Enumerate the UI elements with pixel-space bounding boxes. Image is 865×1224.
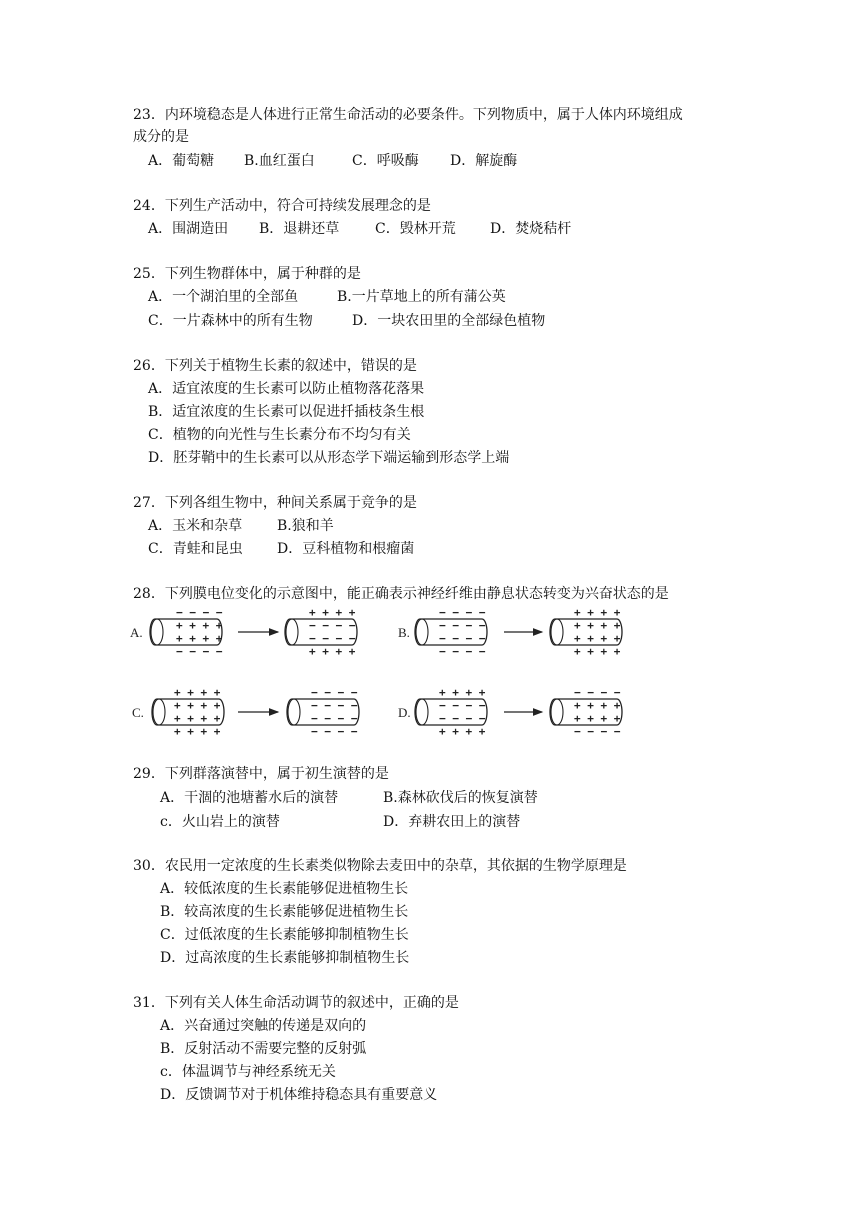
svg-text:− − − −: − − − − (574, 725, 621, 735)
q24-option-d: D．焚烧秸杆 (490, 221, 572, 237)
svg-text:+ + + +: + + + + (174, 686, 221, 699)
svg-text:− − − −: − − − − (439, 606, 486, 619)
q29-option-b: B.森林砍伐后的恢复演替 (383, 790, 538, 806)
q26-option-a: A．适宜浓度的生长素可以防止植物落花落果 (148, 381, 425, 397)
q30-option-b: B．较高浓度的生长素能够促进植物生长 (160, 904, 409, 920)
q27-option-a: A．玉米和杂草 (148, 518, 243, 534)
q26-stem: 26．下列关于植物生长素的叙述中，错误的是 (133, 358, 417, 374)
q23-stem-line2: 成分的是 (133, 129, 189, 145)
q30-option-a: A．较低浓度的生长素能够促进植物生长 (160, 881, 409, 897)
svg-text:− − − −: − − − − (439, 699, 486, 712)
svg-text:+ + + +: + + + + (439, 725, 486, 735)
q30-option-c: C．过低浓度的生长素能够抑制植物生长 (160, 927, 409, 943)
q25-stem: 25．下列生物群体中，属于种群的是 (133, 266, 361, 282)
q25-option-a: A．一个湖泊里的全部鱼 (148, 289, 299, 305)
fig-label-c: C. (132, 705, 144, 720)
q23-option-a: A．葡萄糖 (148, 153, 215, 169)
q25-option-c: C．一片森林中的所有生物 (148, 313, 313, 329)
q30-stem: 30．农民用一定浓度的生长素类似物除去麦田中的杂草，其依据的生物学原理是 (133, 858, 627, 874)
svg-text:− − − −: − − − − (311, 686, 358, 699)
svg-text:− − − −: − − − − (309, 619, 356, 632)
q31-option-d: D．反馈调节对于机体维持稳态具有重要意义 (160, 1087, 438, 1103)
fig-b-before (415, 606, 487, 658)
fig-label-a: A. (130, 625, 143, 640)
fig-d-before (415, 686, 487, 735)
svg-text:− − − −: − − − − (439, 619, 486, 632)
svg-text:− − − −: − − − − (574, 686, 621, 699)
q31-option-c: c．体温调节与神经系统无关 (160, 1064, 336, 1080)
svg-text:− − − −: − − − − (439, 712, 486, 725)
svg-text:+ + + +: + + + + (309, 645, 356, 658)
q24-option-a: A．围湖造田 (148, 221, 229, 237)
svg-text:+ + + +: + + + + (574, 606, 621, 619)
q24-option-c: C．毁林开荒 (375, 221, 456, 237)
q24-option-b: B．退耕还草 (259, 221, 340, 237)
svg-text:+ + + +: + + + + (574, 699, 621, 712)
svg-text:+ + + +: + + + + (176, 619, 223, 632)
q23-stem-line1: 23．内环境稳态是人体进行正常生命活动的必要条件。下列物质中，属于人体内环境组成 (133, 107, 683, 123)
q29-option-a: A．干涸的池塘蓄水后的演替 (160, 790, 339, 806)
q27-option-c: C．青蛙和昆虫 (148, 541, 243, 557)
q24-stem: 24．下列生产活动中，符合可持续发展理念的是 (133, 198, 431, 214)
q27-option-b: B.狼和羊 (277, 518, 334, 534)
svg-text:+ + + +: + + + + (174, 725, 221, 735)
q23-option-d: D．解旋酶 (450, 153, 518, 169)
svg-text:− − − −: − − − − (439, 645, 486, 658)
svg-text:+ + + +: + + + + (174, 699, 221, 712)
q26-option-b: B．适宜浓度的生长素可以促进扦插枝条生根 (148, 404, 425, 420)
svg-text:+ + + +: + + + + (309, 606, 356, 619)
fig-label-b: B. (398, 625, 410, 640)
svg-text:− − − −: − − − − (311, 712, 358, 725)
fig-b-after (550, 606, 622, 658)
q29-stem: 29．下列群落演替中，属于初生演替的是 (133, 766, 389, 782)
q27-stem: 27．下列各组生物中，种间关系属于竞争的是 (133, 495, 417, 511)
fig-a-after (285, 606, 357, 658)
svg-text:− − − −: − − − − (311, 699, 358, 712)
q26-option-d: D．胚芽鞘中的生长素可以从形态学下端运输到形态学上端 (148, 450, 510, 466)
q23-option-c: C．呼吸酶 (352, 153, 419, 169)
fig-a-before (150, 606, 223, 658)
svg-text:+ + + +: + + + + (574, 645, 621, 658)
q27-option-d: D．豆科植物和根瘤菌 (277, 541, 415, 557)
fig-c-after (287, 686, 359, 735)
q31-option-a: A．兴奋通过突触的传递是双向的 (160, 1018, 367, 1034)
q29-option-c: c．火山岩上的演替 (160, 814, 280, 830)
q31-stem: 31．下列有关人体生命活动调节的叙述中，正确的是 (133, 995, 459, 1011)
svg-text:+ + + +: + + + + (176, 632, 223, 645)
svg-text:− − − −: − − − − (176, 645, 223, 658)
svg-text:+ + + +: + + + + (574, 619, 621, 632)
svg-text:+ + + +: + + + + (574, 632, 621, 645)
svg-text:− − − −: − − − − (311, 725, 358, 735)
q25-option-b: B.一片草地上的所有蒲公英 (337, 289, 506, 305)
q26-option-c: C．植物的向光性与生长素分布不均匀有关 (148, 427, 411, 443)
svg-text:− − − −: − − − − (439, 632, 486, 645)
svg-text:− − − −: − − − − (176, 606, 223, 619)
q30-option-d: D．过高浓度的生长素能够抑制植物生长 (160, 950, 410, 966)
svg-text:− − − −: − − − − (309, 632, 356, 645)
svg-text:+ + + +: + + + + (439, 686, 486, 699)
svg-text:+ + + +: + + + + (574, 712, 621, 725)
q31-option-b: B．反射活动不需要完整的反射弧 (160, 1041, 367, 1057)
fig-d-after (550, 686, 622, 735)
q29-option-d: D．弃耕农田上的演替 (383, 814, 521, 830)
q23-option-b: B.血红蛋白 (244, 153, 315, 169)
fig-c-before (152, 686, 224, 735)
q28-stem: 28．下列膜电位变化的示意图中，能正确表示神经纤维由静息状态转变为兴奋状态的是 (133, 586, 669, 602)
fig-label-d: D. (398, 705, 411, 720)
svg-text:+ + + +: + + + + (174, 712, 221, 725)
q25-option-d: D．一块农田里的全部绿色植物 (352, 313, 546, 329)
membrane-potential-figure (128, 605, 638, 735)
